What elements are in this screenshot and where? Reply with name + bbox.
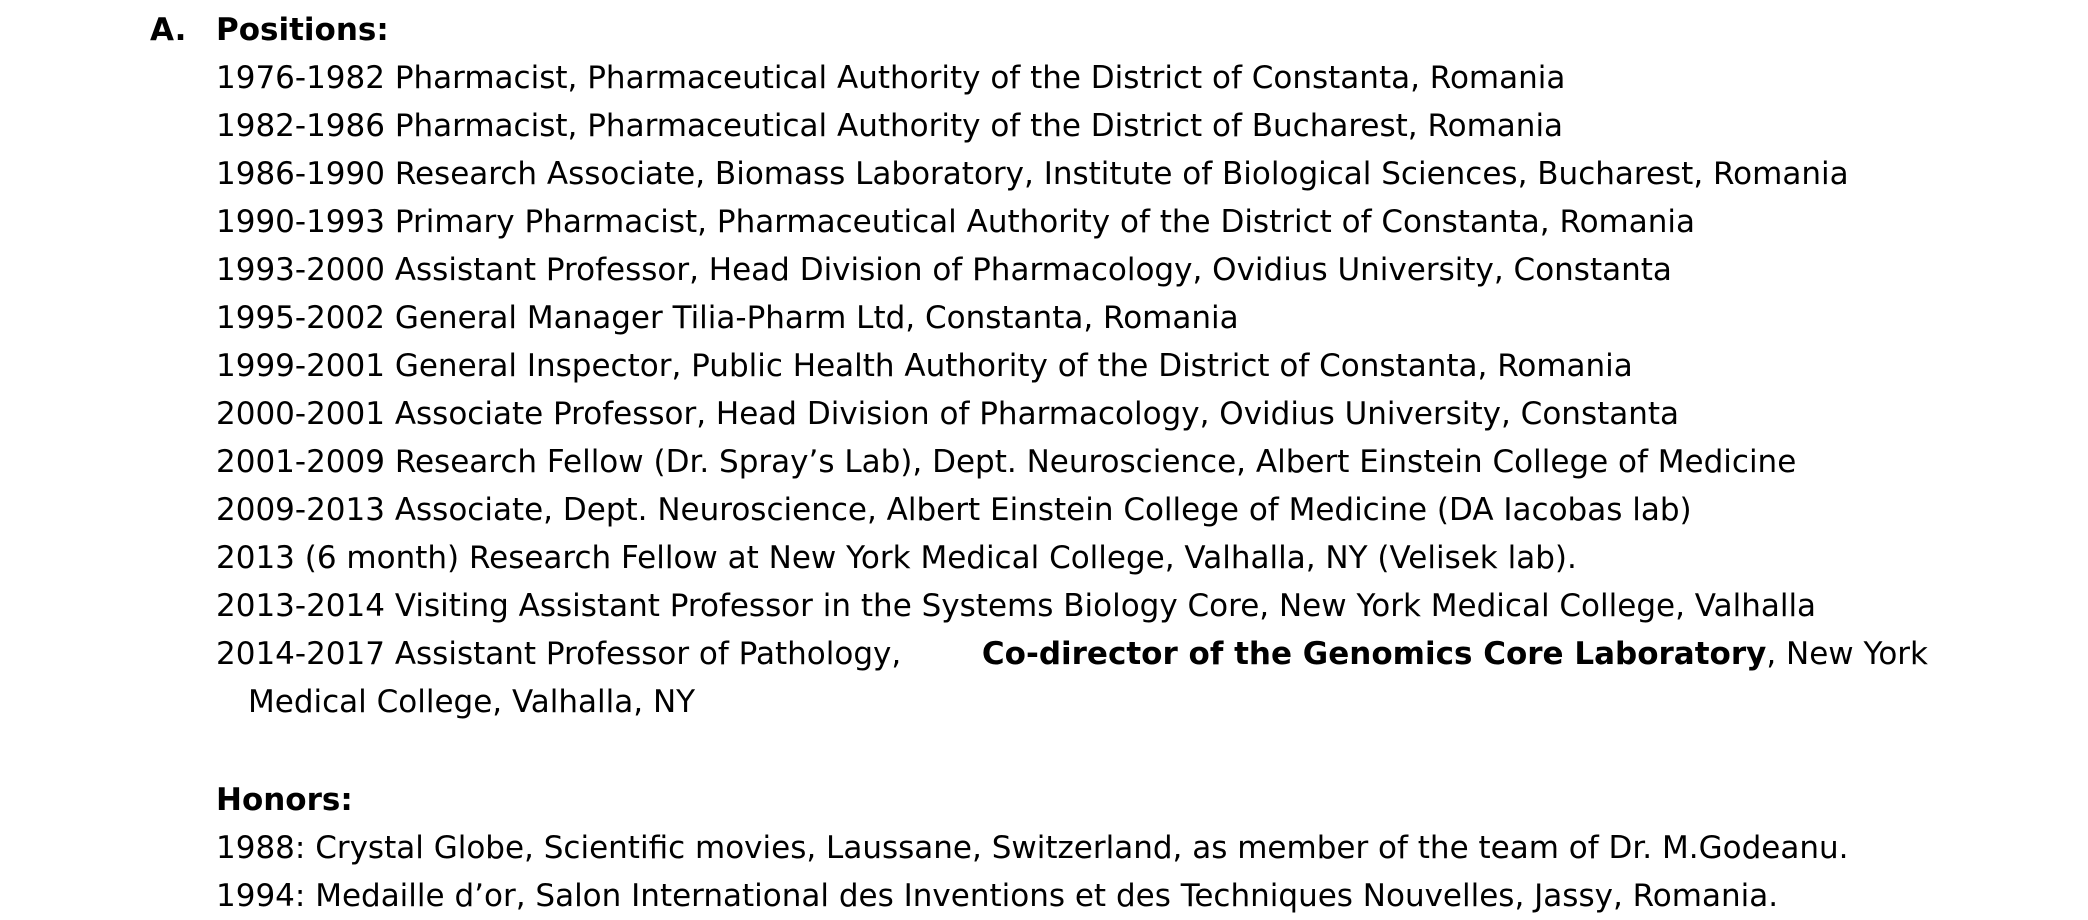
honor-item: 1988: Crystal Globe, Scientific movies, Laussane, Switzerland, as member of the team of Dr. M.Godeanu. [216,830,1849,866]
position-item: 1976-1982 Pharmacist, Pharmaceutical Authority of the District of Constanta, Romania [216,60,1566,96]
genomics-core-role: Co-director of the Genomics Core Laboratory [981,636,1767,672]
position-item: 1986-1990 Research Associate, Biomass Laboratory, Institute of Biological Sciences, Bucharest, Romania [216,156,1849,192]
position-item: 2009-2013 Associate, Dept. Neuroscience, Albert Einstein College of Medicine (DA Iacobas lab) [216,492,1692,528]
position-item-last-continuation: Medical College, Valhalla, NY [248,684,696,720]
positions-list [216,54,1928,726]
section-letter: A. [150,12,187,48]
position-item: 1993-2000 Assistant Professor, Head Division of Pharmacology, Ovidius University, Constanta [216,252,1672,288]
positions-heading: Positions: [216,12,389,48]
position-item: 1999-2001 General Inspector, Public Health Authority of the District of Constanta, Romania [216,348,1633,384]
honor-item: 1994: Medaille d’or, Salon International des Inventions et des Techniques Nouvelles, Jassy, Romania. [216,878,1779,914]
position-item: 1995-2002 General Manager Tilia-Pharm Ltd, Constanta, Romania [216,300,1239,336]
position-item: 1990-1993 Primary Pharmacist, Pharmaceutical Authority of the District of Constanta, Romania [216,204,1696,240]
position-item: 2013-2014 Visiting Assistant Professor in the Systems Biology Core, New York Medical College, Valhalla [216,588,1817,624]
position-item: 2000-2001 Associate Professor, Head Division of Pharmacology, Ovidius University, Constanta [216,396,1680,432]
honors-list [216,824,1848,920]
position-last-prefix: 2014-2017 Assistant Professor of Pathology, [216,636,902,672]
position-item: 2013 (6 month) Research Fellow at New York Medical College, Valhalla, NY (Velisek lab). [216,540,1577,576]
honors-heading: Honors: [216,782,353,818]
position-item-last [216,630,1928,678]
position-item: 2001-2009 Research Fellow (Dr. Spray’s Lab), Dept. Neuroscience, Albert Einstein College of Medicine [216,444,1797,480]
position-item: 1982-1986 Pharmacist, Pharmaceutical Authority of the District of Bucharest, Romania [216,108,1564,144]
position-last-suffix: , New York [1766,636,1928,672]
